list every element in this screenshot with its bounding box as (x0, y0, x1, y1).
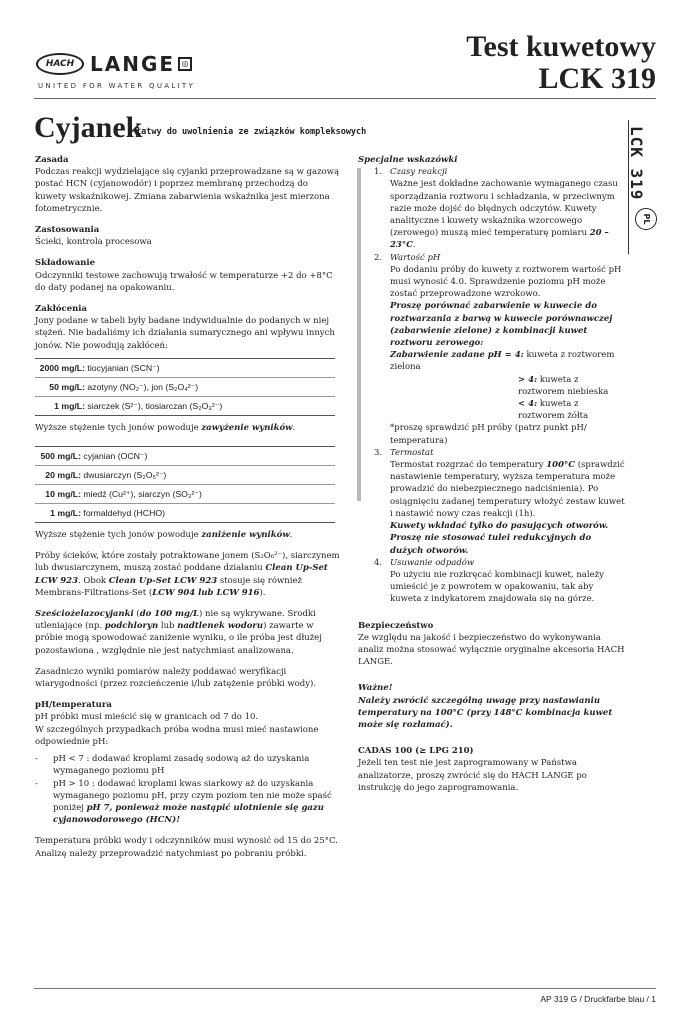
interference-table-1 (35, 358, 335, 416)
section-heading: pH/temperatura (35, 700, 112, 711)
section-heading: CADAS 100 (≥ LPG 210) (358, 746, 474, 757)
table-row: 2000 mg/L: tiocyjanian (SCN⁻) (39, 362, 160, 373)
table-row: 1 mg/L: formaldehyd (HCHO) (35, 503, 335, 522)
section-text: pH próbki musi mieścić się w granicach od 7 do 10. (35, 712, 259, 723)
brand-logo (36, 52, 192, 76)
list-item: - pH > 10 : dodawać kroplami kwas siarkowy aż do uzyskania wymaganego poziomu pH, przy czym poziom ten nie może spaść poniżej pH 7, ponieważ może nastąpić ulotnienie się gazu cyjanowodorowego (HCN)! (35, 778, 332, 826)
table-row: 10 mg/L: miedź (Cu²⁺), siarczyn (SO₃²⁻) (35, 484, 335, 503)
lange-mark-icon: ◎ (178, 57, 192, 71)
page-title: Cyjanek (34, 111, 143, 144)
table-row: 1 mg/L: siarczek (S²⁻), tiosiarczan (S₂O₃²⁻) (35, 396, 335, 415)
section-text: Temperatura próbki wody i odczynników musi wynosić od 15 do 25°C. Analizę należy przeprowadzić natychmiast po pobraniu próbki. (35, 836, 338, 859)
right-column (358, 154, 626, 794)
section-heading: Zasada (35, 155, 69, 165)
section-heading: Zastosowania (35, 225, 100, 236)
table-row: 20 mg/L: dwusiarczyn (S₂O₅²⁻) (35, 465, 335, 484)
doc-code: LCK 319 (538, 62, 656, 95)
lange-logo: LANGE (90, 52, 176, 76)
page-subtitle: łatwy do uwolnienia ze związków kompleksowych (136, 127, 367, 137)
header-rule (34, 98, 656, 99)
left-column (35, 154, 340, 860)
table-note: Wyższe stężenie tych jonów powoduje zawyżenie wyników. (35, 422, 296, 433)
section-heading: Zakłócenia (35, 304, 88, 315)
section-heading: Ważne! (358, 683, 393, 694)
section-text: Należy zwrócić szczególną uwagę przy nastawianiu temperatury na 100°C (przy 148°C kombinacja kuwet może się rozłamać). (358, 695, 613, 730)
doc-title: Test kuwetowy (466, 30, 656, 63)
section-text: Ścieki, kontrola procesowa (35, 237, 152, 248)
section-text: Odczynniki testowe zachowują trwałość w temperaturze +2 do +8°C do daty podanej na opakowaniu. (35, 270, 333, 293)
section-text: W szczególnych przypadkach próba wodna musi mieć nastawione odpowiednie pH: (35, 724, 319, 747)
section-text: Próby ścieków, które zostały potraktowane jonem (S₂O₆²⁻), siarczynem lub dwusiarczynem, muszą zostać poddane działaniu Clean Up-Set LCW 923. Obok Clean Up-Set LCW 923 stosuje się również Membrans-Filtrations-Set (LCW 904 lub LCW 916). (35, 551, 340, 598)
section-heading: Składowanie (35, 258, 96, 269)
table-row: 50 mg/L: azotyny (NO₂⁻), jon (S₂O₄²⁻) (35, 377, 335, 396)
list-item: 3. Termostat Termostat rozgrzać do temperatury 100°C (sprawdzić nastawienie temperatury, wyższa temperatura może prowadzić do niebezpiecznego nadciśnienia). Po osiągnięciu zadanej temperatury włożyć zestaw kuwet i nastawić nowy czas reakcji (1h). Kuwety wkładać tylko do pasujących otworów. Proszę nie stosować tulei redukcyjnych do dużych otworów. (374, 447, 625, 556)
interference-table-2 (35, 446, 335, 523)
page-footer: AP 319 G / Druckfarbe blau / 1 (540, 994, 656, 1004)
section-heading: Specjalne wskazówki (358, 155, 458, 165)
list-item: 4. Usuwanie odpadów Po użyciu nie rozkręcać kombinacji kuwet, należy umieścić je z powrotem w opakowaniu, tak aby kuweta z indykatorem znajdowała się na górze. (374, 557, 604, 605)
section-text: Jony podane w tabeli były badane indywidualnie do podanych w niej stężeń. Nie badaliśmy ich działania sumarycznego ani wpływu innych jonów. Nie powodują zakłóceń: (35, 316, 335, 351)
section-text: Zasadniczo wyniki pomiarów należy poddawać weryfikacji wiarygodności (przez rozcieńczenie i/lub zatężenie próbki wody). (35, 666, 317, 690)
table-note: Wyższe stężenie tych jonów powoduje zaniżenie wyników. (35, 530, 293, 541)
list-item: 2. Wartość pH Po dodaniu próby do kuwety z roztworem wartość pH musi wynosić 4.0. Sprawdzenie poziomu pH może zostać przeprowadzone wzrokowo. Proszę porównać zabarwienie w kuwecie do roztwarzania z barwą w kuwecie porównawczej (zabarwienie zielone) z kombinacji kuwet roztworu zerowego: Zabarwienie zadane pH = 4: kuweta z roztworem zielona > 4: kuweta z roztworem niebieska < 4: kuweta z roztworem żółta *proszę sprawdzić pH próby (patrz punkt pH/ temperatura) (374, 252, 622, 446)
side-tab-code: LCK 319 (627, 126, 646, 201)
section-text: Jeżeli ten test nie jest zaprogramowany w Państwa analizatorze, proszę zwrócić się do HACH LANGE po instrukcję do jego zaprogramowania. (358, 758, 587, 793)
hach-logo: HACH (36, 53, 84, 75)
section-text: Ze względu na jakość i bezpieczeństwo do wykonywania analiz można stosować wyłącznie oryginalne akcesoria HACH LANGE. (358, 632, 625, 668)
list-item: - pH < 7 : dodawać kroplami zasadę sodową aż do uzyskania wymaganego poziomu pH (35, 754, 310, 777)
list-item: 1. Czasy reakcji Ważne jest dokładne zachowanie wymaganego czasu sporządzania roztworu i schładzania, w przeciwnym razie może dojść do błędnych odczytów. Kuwety analityczne i kuwety wskaźnika wzorcowego (zerowego) muszą mieć temperaturę pomiaru 20 – 23°C. (374, 167, 618, 251)
language-badge: PL (635, 208, 657, 230)
section-heading: Bezpieczeństwo (358, 620, 434, 631)
section-text: Sześciożelazocyjanki (do 100 mg/L) nie są wykrywane. Srodki utleniające (np. podchloryn lub nadtlenek wodoru) zawarte w próbie mogą spowodować zaniżenie wyniku, o ile próba jest dłużej pozostawiona , względnie nie jest natychmiast analizowana. (35, 609, 322, 656)
table-row: 500 mg/L: cyjanian (OCN⁻) (40, 451, 148, 462)
footer-rule (34, 988, 656, 989)
brand-tagline: UNITED FOR WATER QUALITY (38, 82, 196, 90)
section-text: Podczas reakcji wydzielające się cyjanki przeprowadzane są w gazową postać HCN (cyjanowodór) i poprzez membranę przechodzą do kuwety wskaźnikowej. Zmiana zabarwienia wskaźnika jest mierzona fotometrycznie. (35, 167, 340, 214)
